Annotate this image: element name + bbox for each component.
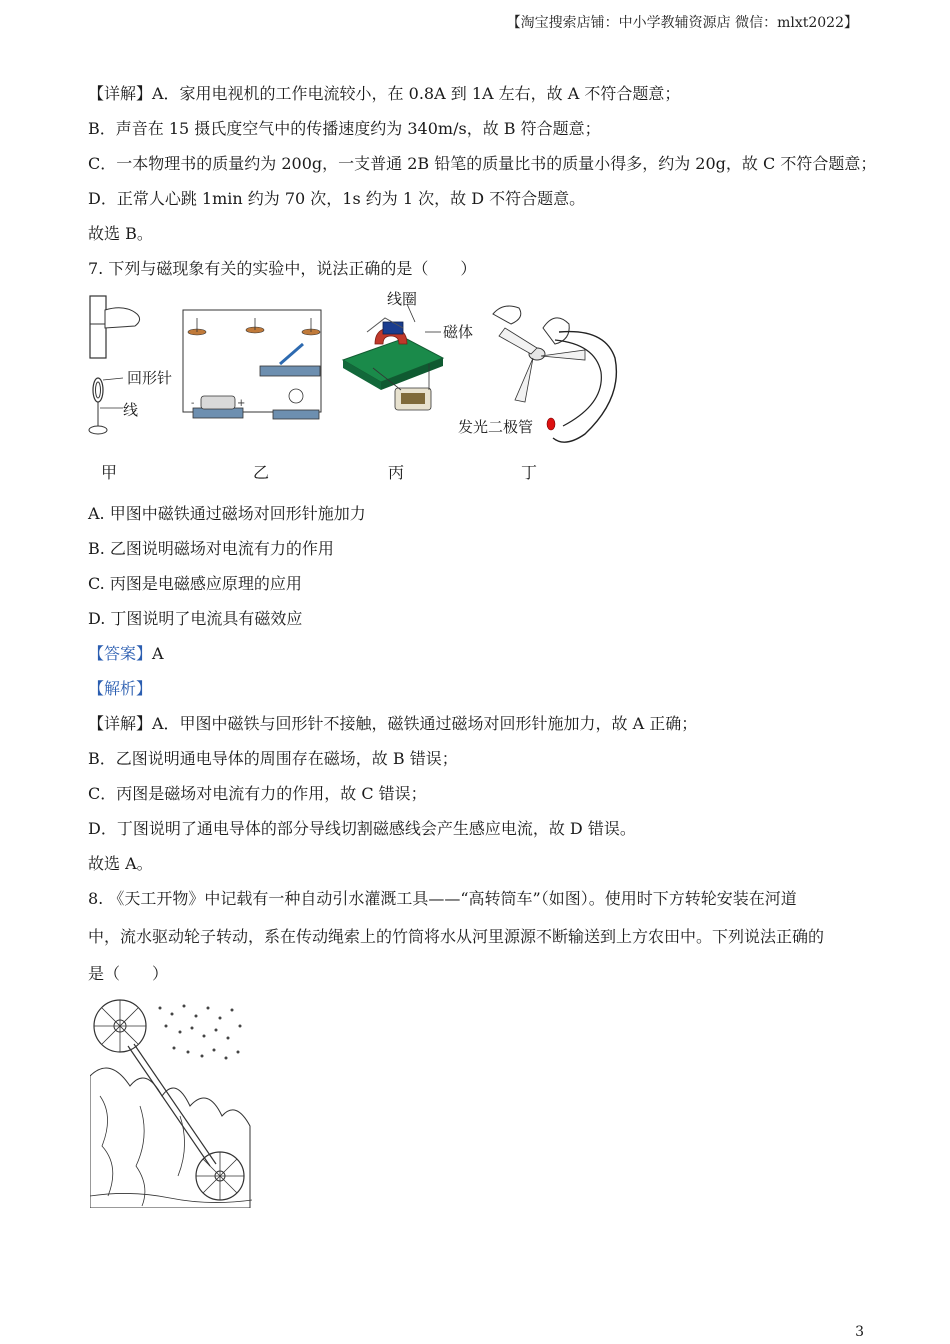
q7-option-a: A. 甲图中磁铁通过磁场对回形针施加力 bbox=[88, 504, 366, 523]
q6-detail-b: B．声音在 15 摄氏度空气中的传播速度约为 340m/s，故 B 符合题意； bbox=[88, 119, 601, 138]
label-led: 发光二极管 bbox=[458, 418, 534, 436]
q7-detail-b: B．乙图说明通电导体的周围存在磁场，故 B 错误； bbox=[88, 749, 458, 768]
label-magnet: 磁体 bbox=[443, 323, 474, 341]
q6-detail-a: 【详解】A．家用电视机的工作电流较小，在 0.8A 到 1A 左右，故 A 不符合题意； bbox=[88, 84, 681, 103]
caption-bing: 丙 bbox=[388, 463, 405, 482]
figure-bing-motor-experiment bbox=[343, 290, 473, 410]
q7-option-c: C. 丙图是电磁感应原理的应用 bbox=[88, 574, 302, 593]
label-paperclip: 回形针 bbox=[127, 369, 173, 387]
q7-detail-a: 【详解】A．甲图中磁铁与回形针不接触，磁铁通过磁场对回形针施加力，故 A 正确； bbox=[88, 714, 698, 733]
q8-water-wheel-illustration bbox=[90, 996, 252, 1208]
q7-detail-c: C．丙图是磁场对电流有力的作用，故 C 错误； bbox=[88, 784, 427, 803]
q6-detail-c: C．一本物理书的质量约为 200g，一支普通 2B 铅笔的质量比书的质量小得多，约为 20g，故 C 不符合题意； bbox=[88, 154, 877, 173]
page-number: 3 bbox=[855, 1324, 864, 1340]
q7-option-d: D. 丁图说明了电流具有磁效应 bbox=[88, 609, 303, 628]
answer-tag: 【答案】 bbox=[88, 644, 153, 663]
q7-analysis-tag: 【解析】 bbox=[88, 679, 153, 698]
caption-ding: 丁 bbox=[521, 463, 538, 482]
q7-conclusion: 故选 A。 bbox=[88, 854, 153, 873]
q7-option-b: B. 乙图说明磁场对电流有力的作用 bbox=[88, 539, 334, 558]
q7-answer bbox=[88, 641, 164, 664]
q7-detail-d: D．丁图说明了通电导体的部分导线切割磁感线会产生感应电流，故 D 错误。 bbox=[88, 819, 636, 838]
q7-figure bbox=[85, 288, 625, 488]
figure-yi-circuit-experiment bbox=[183, 310, 321, 419]
svg-text:-: - bbox=[191, 398, 195, 409]
figure-ding-generator-experiment bbox=[458, 306, 616, 442]
figure-jia-magnet-experiment bbox=[89, 296, 172, 434]
q6-detail-d: D．正常人心跳 1min 约为 70 次，1s 约为 1 次，故 D 不符合题意。 bbox=[88, 189, 586, 208]
q6-conclusion: 故选 B。 bbox=[88, 224, 153, 243]
answer-value: A bbox=[152, 644, 164, 663]
q8-stem-line2: 中，流水驱动轮子转动，系在传动绳索上的竹筒将水从河里源源不断输送到上方农田中。下列说法正确的 bbox=[88, 927, 825, 946]
caption-yi: 乙 bbox=[253, 463, 270, 482]
label-coil: 线圈 bbox=[387, 290, 418, 308]
svg-text:+: + bbox=[237, 398, 246, 409]
caption-jia: 甲 bbox=[101, 463, 118, 482]
q7-stem: 7. 下列与磁现象有关的实验中，说法正确的是（ ） bbox=[88, 259, 477, 278]
label-thread: 线 bbox=[123, 401, 139, 419]
q8-stem-line1: 8. 《天工开物》中记载有一种自动引水灌溉工具——“高转筒车”（如图）。使用时下方转轮安装在河道 bbox=[88, 889, 797, 908]
q8-stem-line3: 是（ ） bbox=[88, 964, 169, 983]
page-header: 【淘宝搜索店铺：中小学教辅资源店 微信：mlxt2022】 bbox=[506, 15, 858, 31]
